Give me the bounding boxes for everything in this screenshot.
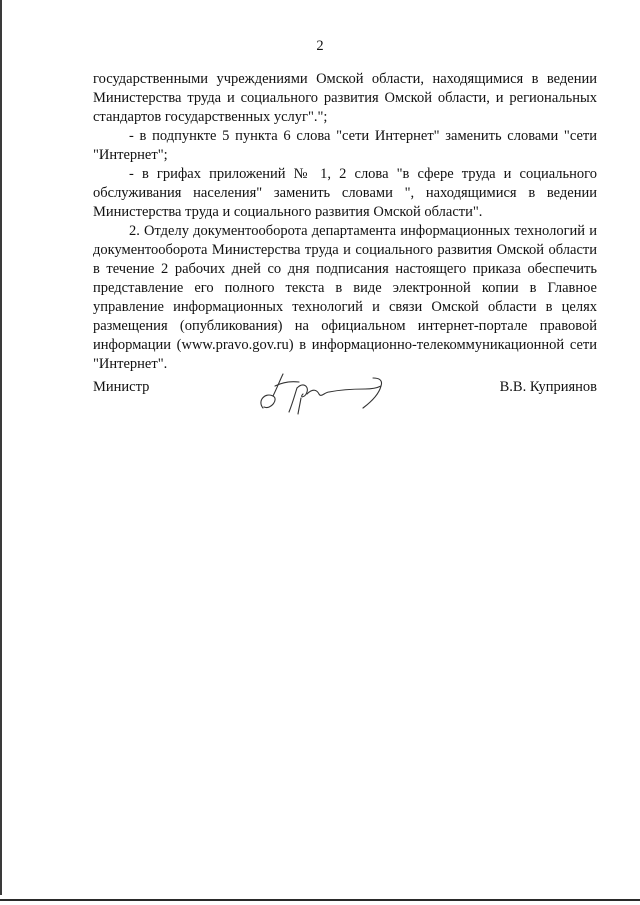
paragraph-item-2: 2. Отделу документооборота департамента информационных технологий и документооборота Министерства труда и социального развития Омской области в течение 2 рабочих дней со дня подписания настоящего приказа обеспечить представление его полного текста в виде электронной копии в Главное управление информационных технологий и связи Омской области в целях размещения (опубликования) на официальном интернет-портале правовой информации (www.pravo.gov.ru) в информационно-телекоммуникационной сети "Интернет".	[93, 223, 597, 372]
scan-edge-bottom	[0, 899, 640, 901]
signature-block	[93, 372, 597, 422]
signer-name: В.В. Куприянов	[499, 379, 597, 395]
paragraph-continuation: государственными учреждениями Омской области, находящимися в ведении Министерства труда и социального развития Омской области, и региональных стандартов государственных услуг".";	[93, 71, 597, 125]
paragraph-annex-stamps: - в грифах приложений № 1, 2 слова "в сфере труда и социального обслуживания населения" заменить словами ", находящимися в ведении Министерства труда и социального развития Омской области".	[93, 166, 597, 220]
document-body	[93, 70, 597, 374]
handwritten-signature	[253, 368, 393, 418]
signer-title: Министр	[93, 379, 150, 395]
page-number: 2	[316, 38, 324, 54]
paragraph-subpoint-5: - в подпункте 5 пункта 6 слова "сети Интернет" заменить словами "сети "Интернет";	[93, 128, 597, 163]
scan-edge-left	[0, 0, 2, 895]
